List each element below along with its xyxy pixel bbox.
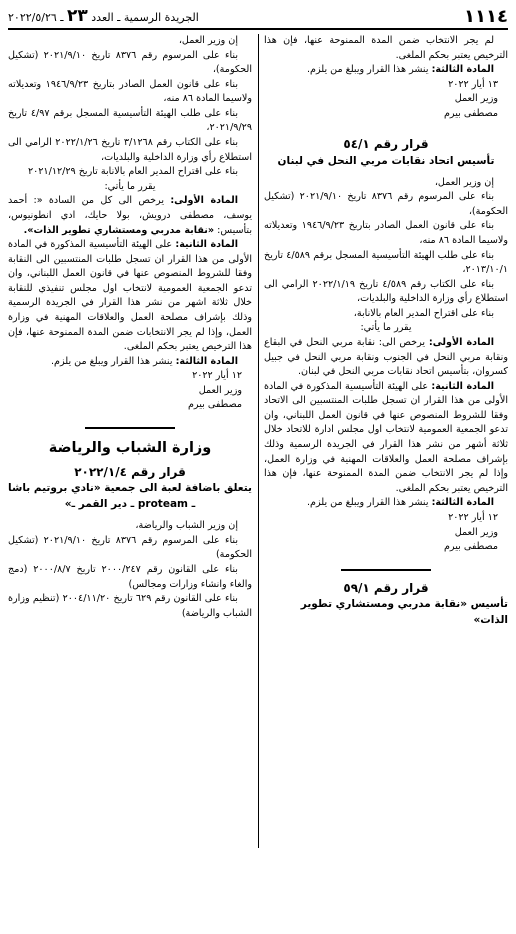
recital: بناء على المرسوم رقم ٨٣٧٦ تاريخ ٢٠٢١/٩/١٠ (تشكيل الحكومة)، [8,49,252,76]
union-name: «نقابة مدربي ومستشاري تطوير الذات» [300,597,508,626]
recital: بناء على المرسوم رقم ٨٣٧٦ تاريخ ٢٠٢١/٩/١٠ (تشكيل الحكومة) [8,534,252,561]
article-text: يرخص الى: نقابة مربي النحل في البقاع ونقابة مربي النحل في الجنوب ونقابة مربي النحل في جبيل كسروان، بتأسيس اتحاد نقابات مربي النحل في لبنان. [264,337,508,378]
section-separator [341,569,431,571]
union-name: «نقابة مدربي ومستشاري تطوير الذات». [23,224,215,236]
minister-title: وزير العمل [454,93,498,105]
article-label: المادة الثالثة: [431,64,494,76]
issue-date: ـ ٢٠٢٢/٥/٢٦ [8,11,64,24]
recital: بناء على المرسوم رقم ٨٣٧٦ تاريخ ٢٠٢١/٩/١٠ (تشكيل الحكومة)، [264,191,508,217]
article-1 [264,336,508,380]
recital: بناء على القانون رقم ٦٢٩ تاريخ ٢٠٠٤/١١/٢٠ (تنظيم وزارة الشباب والرياضة) [8,593,252,619]
signatory-name: مصطفى بيرم [443,541,498,553]
signatory-name: مصطفى بيرم [443,107,498,119]
recital: بناء على قانون العمل الصادر بتاريخ ١٩٤٦/٩/٢٣ وتعديلاته ولاسيما المادة ٨٦ منه، [264,220,508,246]
article-3 [264,496,508,511]
article-label: المادة الثانية: [431,380,494,392]
article-1 [8,194,252,238]
ministry-heading: وزارة الشباب والرياضة [48,440,212,457]
article-3 [264,63,508,78]
recital: بناء على القانون رقم ٢٠٠٠/٢٤٧ تاريخ ٢٠٠٠/٨/٧ (دمج والغاء وانشاء وزارات ومجالس) [8,563,252,590]
minister-title: وزير العمل [198,384,242,396]
decides-heading: يقرر ما يأتي: [104,180,156,192]
decides-heading: يقرر ما يأتي: [360,322,412,334]
article-label: المادة الثالثة: [175,355,238,367]
article-text: يرخص الى كل من السادة «: أحمد يوسف، مصطفى درويش، بولا حايك، ادي انطونيوس، بتأسيس: [8,195,252,236]
recital: بناء على الكتاب رقم ٤/٥٨٩ تاريخ ٢٠٢٢/١/١٩ الرامي الى استطلاع رأي وزارة الداخلية والبلديات، [264,278,508,305]
minister-title: وزير العمل [454,526,498,538]
decision-date: ١٢ أيار ٢٠٢٢ [448,511,498,523]
decision-number: قرار رقم ٢٠٢٢/١/٤ [74,465,186,480]
running-head [8,6,199,28]
recital: إن وزير الشباب والرياضة، [135,520,238,532]
column-divider [258,34,259,848]
left-column [8,34,252,934]
decision-date: ١٢ أيار ٢٠٢٢ [192,370,242,382]
continued-paragraph: لم يجر الانتخاب ضمن المدة الممنوحة عنها، فإن هذا الترخيص يعتبر بحكم الملغى. [264,35,508,61]
article-label: المادة الثانية: [175,239,238,251]
recital: بناء على قانون العمل الصادر بتاريخ ١٩٤٦/٩/٢٣ وتعديلاته ولاسيما المادة ٨٦ منه، [8,78,252,105]
article-2 [264,380,508,497]
article-2 [8,238,252,355]
decision-date: ١٣ أيار ٢٠٢٢ [448,78,498,90]
article-label: المادة الأولى: [170,195,238,207]
article-text: على الهيئة التأسيسية المذكورة في المادة الأولى من هذا القرار ان تسجل طلبات المنتسبين الى النقابة وفقا للشروط المنصوص عنها في قانون العمل اللبناني، وان تدعو الجمعية العمومية لانتخاب اول مجلس تنفيذي للنقابة خلال ثلاثة اشهر من نشر هذا القرار في الجريدة الرسمية وذلك بإشراف مصلحة العمل والعلاقات المهنية في وزارة العمل، وإذا لم يجر الانتخابات ضمن المدة الممنوحة عنها، فإن هذا الترخيص يعتبر بحكم الملغى. [8,239,252,353]
recital: بناء على طلب الهيئة التأسيسية المسجل برقم ٤/٥٨٩ تاريخ ٢٠١٣/١٠/١، [264,249,508,276]
recital: بناء على طلب الهيئة التأسيسية المسجل برقم ٤/٩٧ تاريخ ٢٠٢١/٩/٢٩، [8,107,252,134]
recital: إن وزير العمل، [178,35,238,46]
article-text: على الهيئة التأسيسية المذكورة في المادة الأولى من هذا القرار ان تسجل طلبات المنتسبين الى الاتحاد وفقا للشروط المنصوص عنها في قانون العمل اللبناني، وان تدعو الجمعية العمومية لانتخاب اول مجلس ادارة للاتحاد خلال ثلاثة أشهر من نشر هذا القرار في الجريدة الرسمية وذلك بإشراف مصلحة العمل والعلاقات المهنية في وزارة العمل، وإذا لم يجر الانتخاب ضمن المدة الممنوحة عنها، فإن هذا الترخيص يعتبر بحكم الملغى. [264,380,508,494]
decision-title-prefix: تأسيس [470,597,508,610]
article-text: ينشر هذا القرار ويبلغ من يلزم. [306,64,429,76]
article-3 [8,355,252,370]
article-text: ينشر هذا القرار ويبلغ من يلزم. [50,355,173,367]
page-header [8,4,508,30]
section-separator [85,427,175,429]
decision-number: قرار رقم ٥٩/١ [343,580,429,595]
article-label: المادة الثالثة: [431,497,494,509]
decision-title: يتعلق باضافة لعبة الى جمعية «نادي بروتيم باشا ـ proteam ـ دير القمر ـ» [8,482,252,511]
recital: بناء على الكتاب رقم ٣/١٢٦٨ تاريخ ٢٠٢٢/١/٢٦ الرامي الى استطلاع رأي وزارة الداخلية والبلديات، [8,137,252,163]
page-number: ١١١٤ [464,6,508,27]
article-text: ينشر هذا القرار ويبلغ من يلزم. [306,497,429,509]
issue-number: ٢٣ [67,6,88,26]
decision-number: قرار رقم ٥٤/١ [343,137,429,152]
decision-title [264,597,508,629]
recital: بناء على اقتراح المدير العام بالانابة تاريخ ٢٠٢١/١٢/٢٩ [27,166,238,178]
recital: إن وزير العمل، [434,176,494,188]
right-column [264,34,508,934]
signatory-name: مصطفى بيرم [187,399,242,411]
recital: بناء على اقتراح المدير العام بالانابة، [353,307,494,319]
publication-name: الجريدة الرسمية ـ العدد [91,11,199,24]
article-label: المادة الأولى: [428,337,494,349]
decision-title: تأسيس اتحاد نقابات مربي النحل في لبنان [277,154,495,167]
